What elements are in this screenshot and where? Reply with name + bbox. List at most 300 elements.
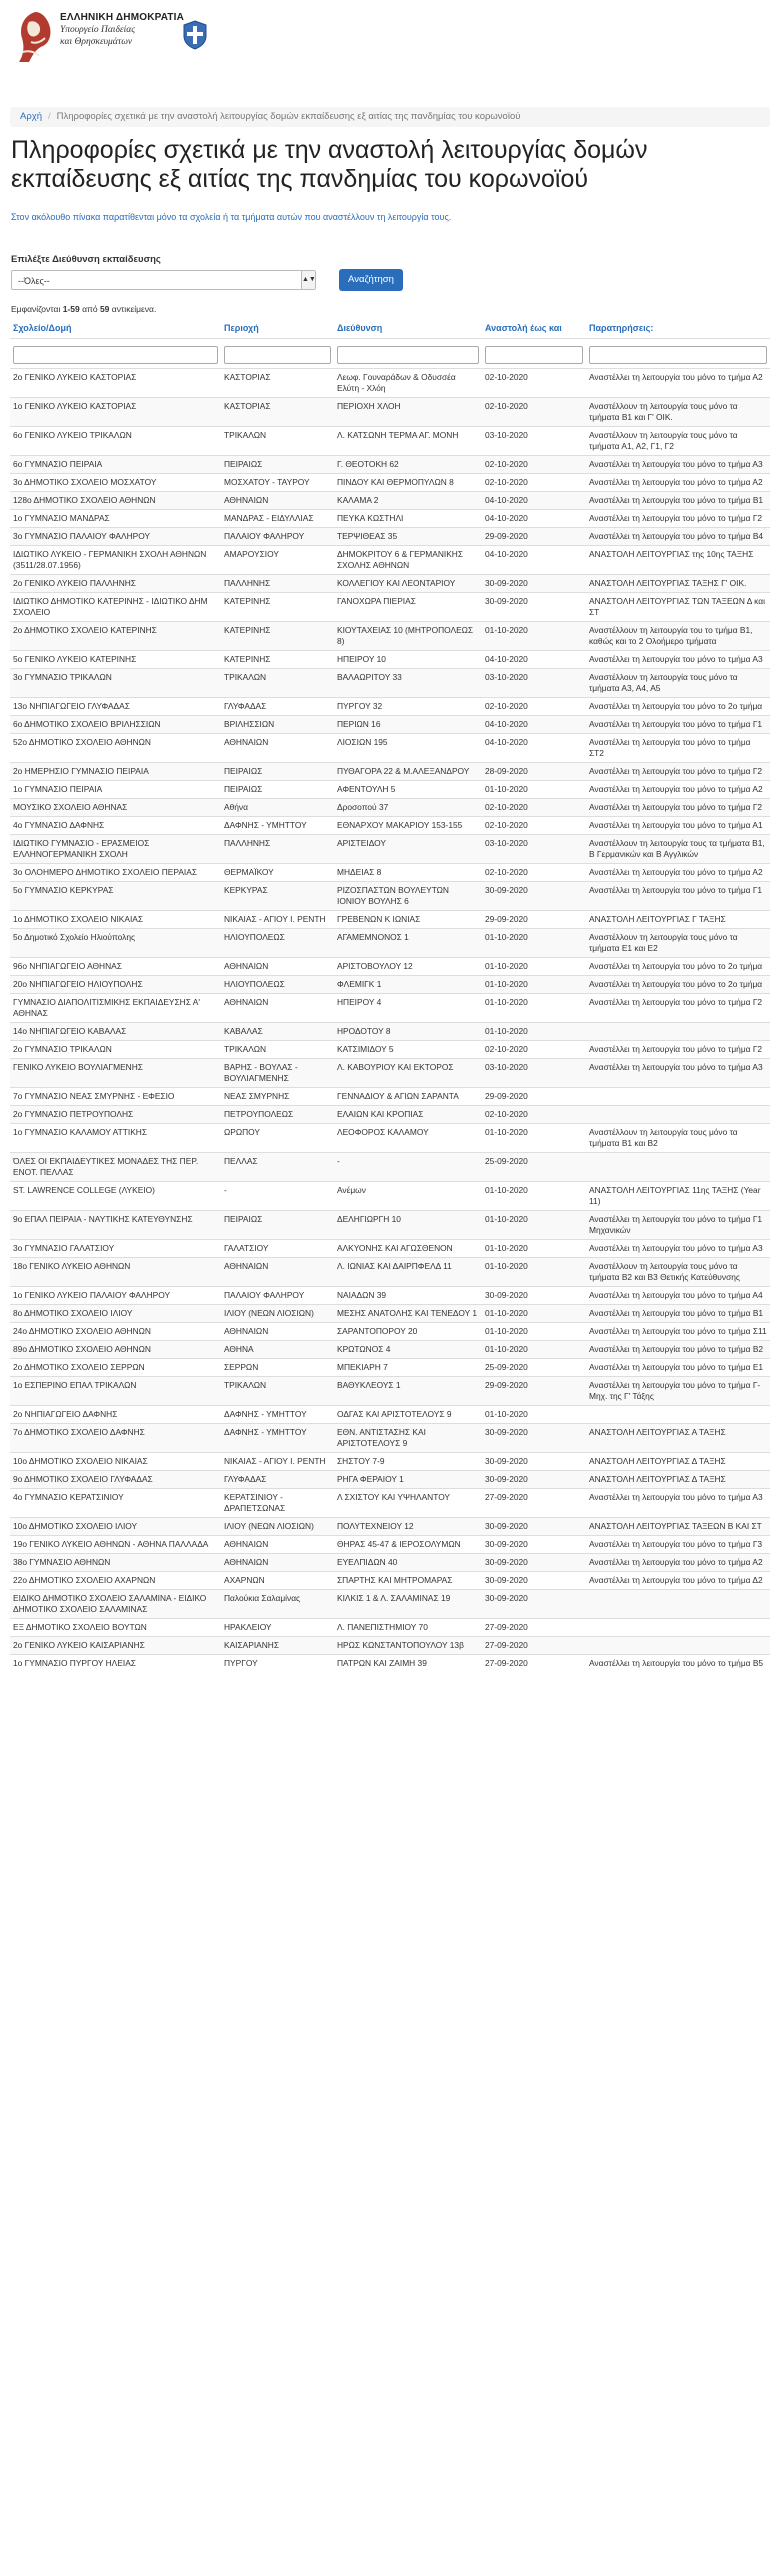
cell-suspension-date: 01-10-2020 <box>482 994 586 1023</box>
cell-area: ΝΙΚΑΙΑΣ - ΑΓΙΟΥ Ι. ΡΕΝΤΗ <box>221 1453 334 1471</box>
table-row <box>10 1377 770 1406</box>
cell-address: ΕΥΕΛΠΙΔΩΝ 40 <box>334 1554 482 1572</box>
cell-area: ΑΘΗΝΑΙΩΝ <box>221 1554 334 1572</box>
table-row <box>10 593 770 622</box>
cell-suspension-date: 01-10-2020 <box>482 1341 586 1359</box>
table-row <box>10 882 770 911</box>
cell-remarks: Αναστέλλει τη λειτουργία του μόνο το 2ο τμήμα <box>586 958 770 976</box>
cell-suspension-date: 03-10-2020 <box>482 1059 586 1088</box>
cell-address: ΓΑΝΟΧΩΡΑ ΠΙΕΡΙΑΣ <box>334 593 482 622</box>
cell-school: 96ο ΝΗΠΙΑΓΩΓΕΙΟ ΑΘΗΝΑΣ <box>10 958 221 976</box>
cell-address: ΝΑΙΑΔΩΝ 39 <box>334 1287 482 1305</box>
cell-address: ΒΑΘΥΚΛΕΟΥΣ 1 <box>334 1377 482 1406</box>
cell-area: ΚΑΙΣΑΡΙΑΝΗΣ <box>221 1637 334 1655</box>
cell-area: ΑΘΗΝΑ <box>221 1341 334 1359</box>
cell-remarks: Αναστέλλει τη λειτουργία του μόνο το τμήμα Α3 <box>586 651 770 669</box>
cell-remarks: ΑΝΑΣΤΟΛΗ ΛΕΙΤΟΥΡΓΙΑΣ Γ ΤΑΞΗΣ <box>586 911 770 929</box>
cell-address: ΦΛΕΜΙΓΚ 1 <box>334 976 482 994</box>
results-count-mid: από <box>79 304 100 314</box>
cell-remarks: Αναστέλλουν τη λειτουργία τους μόνο τα τμήματα Β2 και Β3 Θετικής Κατεύθυνσης <box>586 1258 770 1287</box>
cell-remarks <box>586 1406 770 1424</box>
cell-area: ΑΜΑΡΟΥΣΙΟΥ <box>221 546 334 575</box>
cell-area: ΜΑΝΔΡΑΣ - ΕΙΔΥΛΛΙΑΣ <box>221 510 334 528</box>
cell-area: ΚΑΤΕΡΙΝΗΣ <box>221 651 334 669</box>
table-header-row <box>10 318 770 339</box>
filter-area-input[interactable] <box>224 346 331 364</box>
cell-suspension-date: 01-10-2020 <box>482 1406 586 1424</box>
cell-address: Λ. ΙΩΝΙΑΣ ΚΑΙ ΔΑΙΡΠΦΕΛΔ 11 <box>334 1258 482 1287</box>
cell-school: 7ο ΓΥΜΝΑΣΙΟ ΝΕΑΣ ΣΜΥΡΝΗΣ - ΕΦΕΣΙΟ <box>10 1088 221 1106</box>
cell-suspension-date: 30-09-2020 <box>482 1536 586 1554</box>
cell-school: 89ο ΔΗΜΟΤΙΚΟ ΣΧΟΛΕΙΟ ΑΘΗΝΩΝ <box>10 1341 221 1359</box>
cell-suspension-date: 04-10-2020 <box>482 492 586 510</box>
cell-remarks: Αναστέλλει τη λειτουργία του μόνο το τμήμα Γ2 <box>586 799 770 817</box>
cell-suspension-date: 28-09-2020 <box>482 763 586 781</box>
cell-area: ΓΛΥΦΑΔΑΣ <box>221 698 334 716</box>
table-row <box>10 763 770 781</box>
cell-school: 5ο ΓΕΝΙΚΟ ΛΥΚΕΙΟ ΚΑΤΕΡΙΝΗΣ <box>10 651 221 669</box>
cell-area: ΚΑΒΑΛΑΣ <box>221 1023 334 1041</box>
table-row <box>10 1323 770 1341</box>
cell-school: 3ο ΟΛΟΗΜΕΡΟ ΔΗΜΟΤΙΚΟ ΣΧΟΛΕΙΟ ΠΕΡΑΙΑΣ <box>10 864 221 882</box>
table-row <box>10 651 770 669</box>
cell-address: ΘΗΡΑΣ 45-47 & ΙΕΡΟΣΟΛΥΜΩΝ <box>334 1536 482 1554</box>
cell-school: 1ο ΕΣΠΕΡΙΝΟ ΕΠΑΛ ΤΡΙΚΑΛΩΝ <box>10 1377 221 1406</box>
cell-suspension-date: 04-10-2020 <box>482 546 586 575</box>
cell-area: ΑΧΑΡΝΩΝ <box>221 1572 334 1590</box>
cell-remarks: Αναστέλλει τη λειτουργία του μόνο το τμήμα Α3 <box>586 1240 770 1258</box>
cell-suspension-date: 30-09-2020 <box>482 1287 586 1305</box>
cell-school: 6ο ΔΗΜΟΤΙΚΟ ΣΧΟΛΕΙΟ ΒΡΙΛΗΣΣΙΩΝ <box>10 716 221 734</box>
cell-address: ΡΗΓΑ ΦΕΡΑΙΟΥ 1 <box>334 1471 482 1489</box>
cell-area: ΓΛΥΦΑΔΑΣ <box>221 1471 334 1489</box>
table-row <box>10 1124 770 1153</box>
table-row <box>10 575 770 593</box>
cell-suspension-date: 02-10-2020 <box>482 817 586 835</box>
table-row <box>10 1240 770 1258</box>
breadcrumb <box>10 107 770 127</box>
cell-address: ΠΕΡΙΟΧΗ ΧΛΟΗ <box>334 398 482 427</box>
brand-text <box>60 12 184 48</box>
cell-remarks: ΑΝΑΣΤΟΛΗ ΛΕΙΤΟΥΡΓΙΑΣ ΤΩΝ ΤΑΞΕΩΝ Δ και ΣΤ <box>586 593 770 622</box>
cell-remarks <box>586 1153 770 1182</box>
cell-area: ΤΡΙΚΑΛΩΝ <box>221 1377 334 1406</box>
table-row <box>10 474 770 492</box>
cell-area: ΚΕΡΚΥΡΑΣ <box>221 882 334 911</box>
cell-area: ΗΛΙΟΥΠΟΛΕΩΣ <box>221 976 334 994</box>
column-header-address[interactable]: Διεύθυνση <box>334 318 482 339</box>
cell-school: 2ο ΓΕΝΙΚΟ ΛΥΚΕΙΟ ΠΑΛΛΗΝΗΣ <box>10 575 221 593</box>
cell-area: ΠΑΛΑΙΟΥ ΦΑΛΗΡΟΥ <box>221 528 334 546</box>
cell-address: ΠΙΝΔΟΥ ΚΑΙ ΘΕΡΜΟΠΥΛΩΝ 8 <box>334 474 482 492</box>
cell-school: 8ο ΔΗΜΟΤΙΚΟ ΣΧΟΛΕΙΟ ΙΛΙΟΥ <box>10 1305 221 1323</box>
cell-school: 13ο ΝΗΠΙΑΓΩΓΕΙΟ ΓΛΥΦΑΔΑΣ <box>10 698 221 716</box>
cell-address: ΠΕΥΚΑ ΚΩΣΤΗΛΙ <box>334 510 482 528</box>
cell-school: 52ο ΔΗΜΟΤΙΚΟ ΣΧΟΛΕΙΟ ΑΘΗΝΩΝ <box>10 734 221 763</box>
table-row <box>10 1489 770 1518</box>
cell-remarks <box>586 1088 770 1106</box>
cell-suspension-date: 01-10-2020 <box>482 1323 586 1341</box>
filter-cell <box>482 339 586 369</box>
filter-cell <box>221 339 334 369</box>
cell-remarks: Αναστέλλει τη λειτουργία του μόνο το τμήμα Α3 <box>586 1059 770 1088</box>
table-row <box>10 1088 770 1106</box>
cell-area: ΤΡΙΚΑΛΩΝ <box>221 669 334 698</box>
cell-suspension-date: 30-09-2020 <box>482 1453 586 1471</box>
cell-remarks: Αναστέλλει τη λειτουργία του μόνο το τμήμα Β1 <box>586 1305 770 1323</box>
cell-school: 2ο ΓΕΝΙΚΟ ΛΥΚΕΙΟ ΚΑΣΤΟΡΙΑΣ <box>10 369 221 398</box>
cell-remarks: Αναστέλλει τη λειτουργία του μόνο το τμήμα Α4 <box>586 1287 770 1305</box>
table-row <box>10 929 770 958</box>
cell-area: ΠΕΤΡΟΥΠΟΛΕΩΣ <box>221 1106 334 1124</box>
cell-address: ΣΑΡΑΝΤΟΠΟΡΟΥ 20 <box>334 1323 482 1341</box>
cell-remarks: Αναστέλλει τη λειτουργία του μόνο το τμήμα Γ1 Μηχανικών <box>586 1211 770 1240</box>
suspensions-table <box>10 318 770 1672</box>
cell-suspension-date: 30-09-2020 <box>482 1554 586 1572</box>
cell-address: ΒΑΛΑΩΡΙΤΟΥ 33 <box>334 669 482 698</box>
cell-address: ΚΟΛΛΕΓΙΟΥ ΚΑΙ ΛΕΟΝΤΑΡΙΟΥ <box>334 575 482 593</box>
cell-remarks: Αναστέλλει τη λειτουργία του μόνο το τμήμα Γ1 <box>586 882 770 911</box>
cell-address: ΠΑΤΡΩΝ ΚΑΙ ΖΑΙΜΗ 39 <box>334 1655 482 1673</box>
cell-school: 3ο ΓΥΜΝΑΣΙΟ ΠΑΛΑΙΟΥ ΦΑΛΗΡΟΥ <box>10 528 221 546</box>
table-row <box>10 427 770 456</box>
cell-remarks: Αναστέλλει τη λειτουργία του μόνο το τμήμα Α2 <box>586 781 770 799</box>
cell-address: ΤΕΡΨΙΘΕΑΣ 35 <box>334 528 482 546</box>
cell-area: ΜΟΣΧΑΤΟΥ - ΤΑΥΡΟΥ <box>221 474 334 492</box>
table-row <box>10 1637 770 1655</box>
cell-school: 2ο ΓΥΜΝΑΣΙΟ ΤΡΙΚΑΛΩΝ <box>10 1041 221 1059</box>
cell-remarks: Αναστέλλουν τη λειτουργία τους μόνο τα τμήματα Α3, Α4, Α5 <box>586 669 770 698</box>
cell-address: ΑΓΑΜΕΜΝΟΝΟΣ 1 <box>334 929 482 958</box>
cell-address: ΚΙΛΚΙΣ 1 & Λ. ΣΑΛΑΜΙΝΑΣ 19 <box>334 1590 482 1619</box>
cell-address: ΑΦΕΝΤΟΥΛΗ 5 <box>334 781 482 799</box>
page-title: Πληροφορίες σχετικά με την αναστολή λειτουργίας δομών εκπαίδευσης εξ αιτίας της πανδημίας του κορωνοϊού <box>11 136 648 193</box>
cell-address: ΓΕΝΝΑΔΙΟΥ & ΑΓΙΩΝ ΣΑΡΑΝΤΑ <box>334 1088 482 1106</box>
cell-address: ΜΗΔΕΙΑΣ 8 <box>334 864 482 882</box>
cell-school: 19ο ΓΕΝΙΚΟ ΛΥΚΕΙΟ ΑΘΗΝΩΝ - ΑΘΗΝΑ ΠΑΛΛΑΔΑ <box>10 1536 221 1554</box>
cell-school: ΜΟΥΣΙΚΟ ΣΧΟΛΕΙΟ ΑΘΗΝΑΣ <box>10 799 221 817</box>
cell-remarks: Αναστέλλει τη λειτουργία του μόνο το τμήμα Α2 <box>586 474 770 492</box>
cell-remarks: Αναστέλλει τη λειτουργία του μόνο το τμήμα Γ-Μηχ. της Γ' Τάξης <box>586 1377 770 1406</box>
cell-school: 10ο ΔΗΜΟΤΙΚΟ ΣΧΟΛΕΙΟ ΙΛΙΟΥ <box>10 1518 221 1536</box>
table-row <box>10 1182 770 1211</box>
cell-suspension-date: 02-10-2020 <box>482 1106 586 1124</box>
table-row <box>10 698 770 716</box>
cell-school: 2ο ΗΜΕΡΗΣΙΟ ΓΥΜΝΑΣΙΟ ΠΕΙΡΑΙΑ <box>10 763 221 781</box>
cell-area: ΠΑΛΛΗΝΗΣ <box>221 835 334 864</box>
results-count-range: 1-59 <box>62 304 80 314</box>
cell-address: Λ. ΠΑΝΕΠΙΣΤΗΜΙΟΥ 70 <box>334 1619 482 1637</box>
cell-area: ΠΑΛΑΙΟΥ ΦΑΛΗΡΟΥ <box>221 1287 334 1305</box>
cell-address: ΜΠΕΚΙΑΡΗ 7 <box>334 1359 482 1377</box>
cell-address: ΛΙΟΣΙΩΝ 195 <box>334 734 482 763</box>
cell-suspension-date: 01-10-2020 <box>482 781 586 799</box>
cell-address: ΚΑΤΣΙΜΙΔΟΥ 5 <box>334 1041 482 1059</box>
cell-area: ΑΘΗΝΑΙΩΝ <box>221 734 334 763</box>
cell-area: Παλούκια Σαλαμίνας <box>221 1590 334 1619</box>
table-row <box>10 1406 770 1424</box>
cell-area: ΑΘΗΝΑΙΩΝ <box>221 1258 334 1287</box>
cell-suspension-date: 29-09-2020 <box>482 528 586 546</box>
directorate-select[interactable] <box>11 270 316 290</box>
cell-remarks: Αναστέλλει τη λειτουργία του μόνο το 2ο τμήμα <box>586 976 770 994</box>
table-row <box>10 1153 770 1182</box>
cell-address: ΓΡΕΒΕΝΩΝ Κ ΙΩΝΙΑΣ <box>334 911 482 929</box>
cell-remarks: Αναστέλλει τη λειτουργία του μόνο το τμήμα Β4 <box>586 528 770 546</box>
cell-suspension-date: 25-09-2020 <box>482 1359 586 1377</box>
cell-area: ΑΘΗΝΑΙΩΝ <box>221 1536 334 1554</box>
table-row <box>10 799 770 817</box>
cell-remarks: ΑΝΑΣΤΟΛΗ ΛΕΙΤΟΥΡΓΙΑΣ Δ ΤΑΞΗΣ <box>586 1471 770 1489</box>
cell-suspension-date: 30-09-2020 <box>482 1471 586 1489</box>
cell-suspension-date: 30-09-2020 <box>482 1518 586 1536</box>
cell-school: 1ο ΓΕΝΙΚΟ ΛΥΚΕΙΟ ΠΑΛΑΙΟΥ ΦΑΛΗΡΟΥ <box>10 1287 221 1305</box>
table-row <box>10 1305 770 1323</box>
cell-remarks: Αναστέλλει τη λειτουργία του μόνο το τμήμα Α3 <box>586 456 770 474</box>
cell-school: 128ο ΔΗΜΟΤΙΚΟ ΣΧΟΛΕΙΟ ΑΘΗΝΩΝ <box>10 492 221 510</box>
cell-school: 4ο ΓΥΜΝΑΣΙΟ ΔΑΦΝΗΣ <box>10 817 221 835</box>
cell-area: ΔΑΦΝΗΣ - ΥΜΗΤΤΟΥ <box>221 1406 334 1424</box>
cell-suspension-date: 01-10-2020 <box>482 1240 586 1258</box>
cell-area: ΚΑΣΤΟΡΙΑΣ <box>221 369 334 398</box>
table-row <box>10 492 770 510</box>
cell-area: ΠΑΛΛΗΝΗΣ <box>221 575 334 593</box>
filter-cell <box>334 339 482 369</box>
cell-area: ΠΕΙΡΑΙΩΣ <box>221 1211 334 1240</box>
cell-suspension-date: 01-10-2020 <box>482 1211 586 1240</box>
cell-remarks: ΑΝΑΣΤΟΛΗ ΛΕΙΤΟΥΡΓΙΑΣ Δ ΤΑΞΗΣ <box>586 1453 770 1471</box>
table-row <box>10 817 770 835</box>
cell-area: ΩΡΩΠΟΥ <box>221 1124 334 1153</box>
cell-remarks: Αναστέλλει τη λειτουργία του μόνο το τμήμα Α3 <box>586 1489 770 1518</box>
cell-school: 2ο ΝΗΠΙΑΓΩΓΕΙΟ ΔΑΦΝΗΣ <box>10 1406 221 1424</box>
cell-area: ΠΥΡΓΟΥ <box>221 1655 334 1673</box>
cell-address: Δροσοπού 37 <box>334 799 482 817</box>
cell-address: ΕΛΑΙΩΝ ΚΑΙ ΚΡΟΠΙΑΣ <box>334 1106 482 1124</box>
cell-area: ΚΑΣΤΟΡΙΑΣ <box>221 398 334 427</box>
table-row <box>10 958 770 976</box>
cell-suspension-date: 30-09-2020 <box>482 593 586 622</box>
search-button[interactable]: Αναζήτηση <box>339 269 403 291</box>
cell-area: ΒΑΡΗΣ - ΒΟΥΛΑΣ - ΒΟΥΛΙΑΓΜΕΝΗΣ <box>221 1059 334 1088</box>
cell-address: Γ. ΘΕΟΤΟΚΗ 62 <box>334 456 482 474</box>
filter-address-input[interactable] <box>337 346 479 364</box>
cell-area: ΣΕΡΡΩΝ <box>221 1359 334 1377</box>
table-row <box>10 835 770 864</box>
brand-line-1: ΕΛΛΗΝΙΚΗ ΔΗΜΟΚΡΑΤΙΑ <box>60 12 185 23</box>
column-header-suspension-date[interactable]: Αναστολή έως και <box>482 318 586 339</box>
breadcrumb-current: Πληροφορίες σχετικά με την αναστολή λειτουργίας δομών εκπαίδευσης εξ αιτίας της πανδημίας του κορωνοϊού <box>56 111 521 122</box>
cell-remarks: ΑΝΑΣΤΟΛΗ ΛΕΙΤΟΥΡΓΙΑΣ ΤΑΞΕΩΝ Β ΚΑΙ ΣΤ <box>586 1518 770 1536</box>
table-row <box>10 510 770 528</box>
cell-remarks: Αναστέλλει τη λειτουργία του μόνο το τμήμα Γ2 <box>586 510 770 528</box>
cell-remarks: Αναστέλλει τη λειτουργία του μόνο το τμήμα Ε1 <box>586 1359 770 1377</box>
cell-school: 24ο ΔΗΜΟΤΙΚΟ ΣΧΟΛΕΙΟ ΑΘΗΝΩΝ <box>10 1323 221 1341</box>
table-row <box>10 546 770 575</box>
filter-remarks-input[interactable] <box>589 346 767 364</box>
cell-suspension-date: 04-10-2020 <box>482 716 586 734</box>
cell-area: ΠΕΙΡΑΙΩΣ <box>221 781 334 799</box>
cell-suspension-date: 01-10-2020 <box>482 958 586 976</box>
cell-suspension-date: 30-09-2020 <box>482 1424 586 1453</box>
cell-suspension-date: 01-10-2020 <box>482 1258 586 1287</box>
cell-school: 2ο ΔΗΜΟΤΙΚΟ ΣΧΟΛΕΙΟ ΚΑΤΕΡΙΝΗΣ <box>10 622 221 651</box>
site-header <box>0 0 780 84</box>
cell-suspension-date: 29-09-2020 <box>482 1088 586 1106</box>
cell-suspension-date: 29-09-2020 <box>482 1377 586 1406</box>
filter-date-input[interactable] <box>485 346 583 364</box>
table-row <box>10 398 770 427</box>
cell-school: 38ο ΓΥΜΝΑΣΙΟ ΑΘΗΝΩΝ <box>10 1554 221 1572</box>
table-filter-row <box>10 339 770 369</box>
cell-address: ΗΠΕΙΡΟΥ 4 <box>334 994 482 1023</box>
cell-remarks: Αναστέλλει τη λειτουργία του μόνο το τμήμα Β5 <box>586 1655 770 1673</box>
cell-suspension-date: 04-10-2020 <box>482 651 586 669</box>
cell-address: ΚΙΟΥΤΑΧΕΙΑΣ 10 (ΜΗΤΡΟΠΟΛΕΩΣ 8) <box>334 622 482 651</box>
cell-school: ST. LAWRENCE COLLEGE (ΛΥΚΕΙΟ) <box>10 1182 221 1211</box>
filter-cell <box>10 339 221 369</box>
table-row <box>10 528 770 546</box>
cell-school: 3ο ΓΥΜΝΑΣΙΟ ΤΡΙΚΑΛΩΝ <box>10 669 221 698</box>
table-row <box>10 1590 770 1619</box>
cell-address: ΜΕΣΗΣ ΑΝΑΤΟΛΗΣ ΚΑΙ ΤΕΝΕΔΟΥ 1 <box>334 1305 482 1323</box>
cell-suspension-date: 27-09-2020 <box>482 1489 586 1518</box>
cell-remarks: Αναστέλλει τη λειτουργία του μόνο το τμήμα Γ2 <box>586 763 770 781</box>
cell-school: ΓΥΜΝΑΣΙΟ ΔΙΑΠΟΛΙΤΙΣΜΙΚΗΣ ΕΚΠΑΙΔΕΥΣΗΣ Α' ΑΘΗΝΑΣ <box>10 994 221 1023</box>
cell-area: ΒΡΙΛΗΣΣΙΩΝ <box>221 716 334 734</box>
cell-remarks: Αναστέλλουν τη λειτουργία τους μόνο τα τμήματα Β1 και Β2 <box>586 1124 770 1153</box>
cell-area: ΑΘΗΝΑΙΩΝ <box>221 492 334 510</box>
cell-suspension-date: 02-10-2020 <box>482 474 586 492</box>
cell-remarks: Αναστέλλουν τη λειτουργία του το τμήμα Β1, καθώς και το 2 Ολοήμερο τμήματα <box>586 622 770 651</box>
cell-area: ΤΡΙΚΑΛΩΝ <box>221 427 334 456</box>
cell-remarks <box>586 1619 770 1637</box>
cell-remarks: ΑΝΑΣΤΟΛΗ ΛΕΙΤΟΥΡΓΙΑΣ της 10ης ΤΑΞΗΣ <box>586 546 770 575</box>
cell-suspension-date: 01-10-2020 <box>482 929 586 958</box>
cell-area: ΤΡΙΚΑΛΩΝ <box>221 1041 334 1059</box>
cell-suspension-date: 30-09-2020 <box>482 882 586 911</box>
table-row <box>10 1211 770 1240</box>
cell-address: ΗΡΟΔΟΤΟΥ 8 <box>334 1023 482 1041</box>
cell-suspension-date: 04-10-2020 <box>482 734 586 763</box>
cell-suspension-date: 02-10-2020 <box>482 698 586 716</box>
cell-suspension-date: 01-10-2020 <box>482 622 586 651</box>
cell-school: ΕΙΔΙΚΟ ΔΗΜΟΤΙΚΟ ΣΧΟΛΕΙΟ ΣΑΛΑΜΙΝΑ - ΕΙΔΙΚΟ ΔΗΜΟΤΙΚΟ ΣΧΟΛΕΙΟ ΣΑΛΑΜΙΝΑΣ <box>10 1590 221 1619</box>
cell-address: Ανέμων <box>334 1182 482 1211</box>
cell-remarks <box>586 1590 770 1619</box>
cell-address: ΚΑΛΑΜΑ 2 <box>334 492 482 510</box>
cell-address: - <box>334 1153 482 1182</box>
cell-school: 1ο ΓΕΝΙΚΟ ΛΥΚΕΙΟ ΚΑΣΤΟΡΙΑΣ <box>10 398 221 427</box>
cell-school: 3ο ΓΥΜΝΑΣΙΟ ΓΑΛΑΤΣΙΟΥ <box>10 1240 221 1258</box>
cell-school: 1ο ΓΥΜΝΑΣΙΟ ΚΑΛΑΜΟΥ ΑΤΤΙΚΗΣ <box>10 1124 221 1153</box>
cell-suspension-date: 01-10-2020 <box>482 1305 586 1323</box>
table-row <box>10 1041 770 1059</box>
cell-suspension-date: 29-09-2020 <box>482 911 586 929</box>
cell-address: ΛΕΟΦΟΡΟΣ ΚΑΛΑΜΟΥ <box>334 1124 482 1153</box>
cell-area: ΑΘΗΝΑΙΩΝ <box>221 958 334 976</box>
brand-line-3: και Θρησκευμάτων <box>60 37 133 47</box>
cell-suspension-date: 02-10-2020 <box>482 369 586 398</box>
filter-cell <box>586 339 770 369</box>
chevron-down-icon[interactable]: ▲▼ <box>301 271 315 289</box>
cell-school: ΌΛΕΣ ΟΙ ΕΚΠΑΙΔΕΥΤΙΚΕΣ ΜΟΝΑΔΕΣ ΤΗΣ ΠΕΡ. ΕΝΟΤ. ΠΕΛΛΑΣ <box>10 1153 221 1182</box>
table-row <box>10 864 770 882</box>
greek-emblem-icon <box>182 20 208 50</box>
cell-school: 7ο ΔΗΜΟΤΙΚΟ ΣΧΟΛΕΙΟ ΔΑΦΝΗΣ <box>10 1424 221 1453</box>
cell-area: ΔΑΦΝΗΣ - ΥΜΗΤΤΟΥ <box>221 1424 334 1453</box>
cell-area: ΗΡΑΚΛΕΙΟΥ <box>221 1619 334 1637</box>
cell-area: ΗΛΙΟΥΠΟΛΕΩΣ <box>221 929 334 958</box>
table-row <box>10 781 770 799</box>
cell-area: ΚΑΤΕΡΙΝΗΣ <box>221 593 334 622</box>
breadcrumb-home-link[interactable]: Αρχή <box>20 111 43 122</box>
ministry-logo-icon[interactable] <box>13 8 57 66</box>
table-row <box>10 1655 770 1673</box>
cell-school: 9ο ΔΗΜΟΤΙΚΟ ΣΧΟΛΕΙΟ ΓΛΥΦΑΔΑΣ <box>10 1471 221 1489</box>
cell-remarks: Αναστέλλει τη λειτουργία του μόνο το τμήμα Α1 <box>586 817 770 835</box>
table-row <box>10 1536 770 1554</box>
cell-address: ΣΠΑΡΤΗΣ ΚΑΙ ΜΗΤΡΟΜΑΡΑΣ <box>334 1572 482 1590</box>
table-row <box>10 716 770 734</box>
cell-remarks: Αναστέλλει τη λειτουργία του μόνο το τμήμα Γ3 <box>586 1536 770 1554</box>
table-row <box>10 622 770 651</box>
table-body <box>10 369 770 1673</box>
cell-suspension-date: 30-09-2020 <box>482 575 586 593</box>
table-row <box>10 1453 770 1471</box>
cell-area: ΠΕΙΡΑΙΩΣ <box>221 763 334 781</box>
cell-suspension-date: 02-10-2020 <box>482 398 586 427</box>
table-row <box>10 1619 770 1637</box>
cell-address: Λ ΣΧΙΣΤΟΥ ΚΑΙ ΥΨΗΛΑΝΤΟΥ <box>334 1489 482 1518</box>
cell-area: ΠΕΙΡΑΙΩΣ <box>221 456 334 474</box>
cell-school: ΕΞ ΔΗΜΟΤΙΚΟ ΣΧΟΛΕΙΟ ΒΟΥΤΩΝ <box>10 1619 221 1637</box>
cell-school: 1ο ΓΥΜΝΑΣΙΟ ΠΥΡΓΟΥ ΗΛΕΙΑΣ <box>10 1655 221 1673</box>
cell-area: ΚΕΡΑΤΣΙΝΙΟΥ - ΔΡΑΠΕΤΣΩΝΑΣ <box>221 1489 334 1518</box>
cell-address: ΣΗΣΤΟΥ 7-9 <box>334 1453 482 1471</box>
cell-address: ΔΗΜΟΚΡΙΤΟΥ 6 & ΓΕΡΜΑΝΙΚΗΣ ΣΧΟΛΗΣ ΑΘΗΝΩΝ <box>334 546 482 575</box>
table-row <box>10 1424 770 1453</box>
cell-suspension-date: 30-09-2020 <box>482 1572 586 1590</box>
cell-remarks <box>586 1106 770 1124</box>
breadcrumb-separator: / <box>48 111 51 122</box>
column-header-area[interactable]: Περιοχή <box>221 318 334 339</box>
cell-address: ΟΔΓΑΣ ΚΑΙ ΑΡΙΣΤΟΤΕΛΟΥΣ 9 <box>334 1406 482 1424</box>
cell-school: 9ο ΕΠΑΛ ΠΕΙΡΑΙΑ - ΝΑΥΤΙΚΗΣ ΚΑΤΕΥΘΥΝΣΗΣ <box>10 1211 221 1240</box>
cell-remarks <box>586 1637 770 1655</box>
cell-school: 5ο ΓΥΜΝΑΣΙΟ ΚΕΡΚΥΡΑΣ <box>10 882 221 911</box>
results-count <box>11 304 156 314</box>
cell-remarks: Αναστέλλει τη λειτουργία του μόνο το τμήμα Α2 <box>586 369 770 398</box>
filter-school-input[interactable] <box>13 346 218 364</box>
cell-area: ΘΕΡΜΑΪΚΟΥ <box>221 864 334 882</box>
cell-school: 22ο ΔΗΜΟΤΙΚΟ ΣΧΟΛΕΙΟ ΑΧΑΡΝΩΝ <box>10 1572 221 1590</box>
cell-school: 2ο ΓΕΝΙΚΟ ΛΥΚΕΙΟ ΚΑΙΣΑΡΙΑΝΗΣ <box>10 1637 221 1655</box>
table-row <box>10 456 770 474</box>
cell-area: ΓΑΛΑΤΣΙΟΥ <box>221 1240 334 1258</box>
cell-school: 1ο ΓΥΜΝΑΣΙΟ ΠΕΙΡΑΙΑ <box>10 781 221 799</box>
cell-address: ΠΥΡΓΟΥ 32 <box>334 698 482 716</box>
cell-area: ΙΛΙΟΥ (ΝΕΩΝ ΛΙΟΣΙΩΝ) <box>221 1518 334 1536</box>
column-header-school[interactable]: Σχολείο/Δομή <box>10 318 221 339</box>
column-header-remarks[interactable]: Παρατηρήσεις: <box>586 318 770 339</box>
table-row <box>10 1059 770 1088</box>
cell-remarks: Αναστέλλει τη λειτουργία του μόνο το τμήμα Γ2 <box>586 1041 770 1059</box>
cell-school: 1ο ΓΥΜΝΑΣΙΟ ΜΑΝΔΡΑΣ <box>10 510 221 528</box>
table-row <box>10 1106 770 1124</box>
cell-area: ΝΕΑΣ ΣΜΥΡΝΗΣ <box>221 1088 334 1106</box>
cell-address: ΚΡΩΤΩΝΟΣ 4 <box>334 1341 482 1359</box>
